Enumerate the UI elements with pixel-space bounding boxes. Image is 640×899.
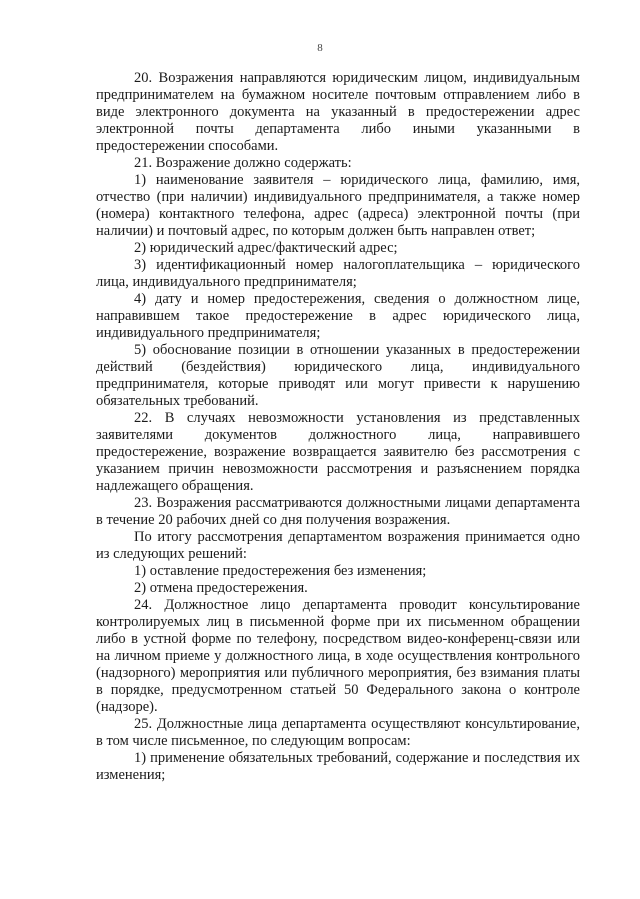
paragraph: 5) обоснование позиции в отношении указанных в предостережении действий (бездействия) юридического лица, индивидуального предпринимателя, которые приводят или могут привести к нарушению обязательных требований. xyxy=(96,342,580,409)
paragraph: 1) применение обязательных требований, содержание и последствия их изменения; xyxy=(96,750,580,783)
paragraph: 3) идентификационный номер налогоплательщика – юридического лица, индивидуального предпринимателя; xyxy=(96,257,580,290)
paragraph: 2) отмена предостережения. xyxy=(134,580,308,596)
paragraph: 1) оставление предостережения без изменения; xyxy=(134,563,427,579)
paragraph: 4) дату и номер предостережения, сведения о должностном лице, направившем такое предостережение в адрес юридического лица, индивидуального предпринимателя; xyxy=(96,291,580,341)
paragraph: 2) юридический адрес/фактический адрес; xyxy=(134,240,398,256)
paragraph: 20. Возражения направляются юридическим лицом, индивидуальным предпринимателем на бумажном носителе почтовым отправлением либо в виде электронного документа на указанный в предостережении адрес электронной почты департамента либо иными указанными в предостережении способами. xyxy=(96,70,580,154)
paragraph: 1) наименование заявителя – юридического лица, фамилию, имя, отчество (при наличии) индивидуального предпринимателя, а также номер (номера) контактного телефона, адрес (адреса) электронной почты (при наличии) и почтовый адрес, по которым должен быть направлен ответ; xyxy=(96,172,580,239)
document-body xyxy=(96,70,580,784)
paragraph: 24. Должностное лицо департамента проводит консультирование контролируемых лиц в письменной форме при их письменном обращении либо в устной форме по телефону, посредством видео-конференц-связи или на личном приеме у должностного лица, в ходе осуществления контрольного (надзорного) мероприятия или публичного мероприятия, без взимания платы в порядке, предусмотренном статьей 50 Федерального закона о контроле (надзоре). xyxy=(96,597,580,715)
paragraph: 23. Возражения рассматриваются должностными лицами департамента в течение 20 рабочих дней со дня получения возражения. xyxy=(96,495,580,528)
paragraph: 21. Возражение должно содержать: xyxy=(134,155,352,171)
page-number: 8 xyxy=(317,42,323,54)
paragraph: По итогу рассмотрения департаментом возражения принимается одно из следующих решений: xyxy=(96,529,580,562)
paragraph: 22. В случаях невозможности установления из представленных заявителями документов должностного лица, направившего предостережение, возражение возвращается заявителю без рассмотрения с указанием причин невозможности рассмотрения и разъяснением порядка надлежащего обращения. xyxy=(96,410,580,494)
paragraph: 25. Должностные лица департамента осуществляют консультирование, в том числе письменное, по следующим вопросам: xyxy=(96,716,580,749)
